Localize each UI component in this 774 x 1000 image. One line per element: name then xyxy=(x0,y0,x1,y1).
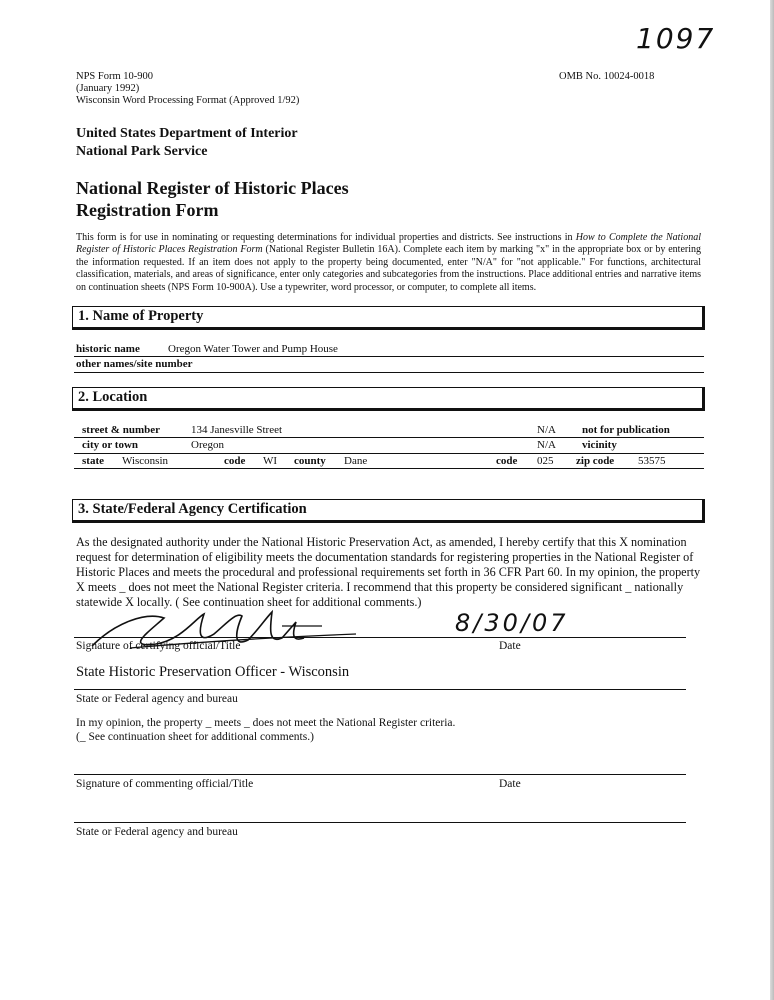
instructions-paragraph xyxy=(76,232,701,294)
scan-edge xyxy=(770,0,774,1000)
divider xyxy=(74,453,704,454)
na-vicinity: N/A xyxy=(537,439,556,451)
instructions-text-2: (National Register Bulletin 16A). Complete each item by marking "x" in the appropriate box or by entering the information requested. If an item does not apply to the property being documented, enter "N/A" for "not applicable." For functions, architectural classification, materials, and areas of significance, enter only categories and subcategories from the instructions. Place additional entries and narrative items on continuation sheets (NPS Form 10-900A). Use a typewriter, word processor, or computer, to complete all items. xyxy=(76,244,702,293)
form-header xyxy=(76,71,299,107)
not-for-publication-label: not for publication xyxy=(582,424,670,436)
agency-line xyxy=(74,689,686,690)
title-line-1: National Register of Historic Places xyxy=(76,178,349,198)
divider xyxy=(74,468,704,469)
agency2-line xyxy=(74,822,686,823)
historic-name-value: Oregon Water Tower and Pump House xyxy=(168,343,338,355)
other-names-label: other names/site number xyxy=(76,358,193,370)
state-label: state xyxy=(82,455,104,467)
omb-number: OMB No. 10024-0018 xyxy=(559,71,655,82)
agency2-bureau-label: State or Federal agency and bureau xyxy=(76,826,238,838)
state-code-label: code xyxy=(224,455,246,467)
signature-label: Signature of certifying official/Title xyxy=(76,640,241,652)
agency-bureau-label: State or Federal agency and bureau xyxy=(76,693,238,705)
commenting-signature-label: Signature of commenting official/Title xyxy=(76,778,254,790)
divider xyxy=(74,356,704,357)
instructions-text-1: This form is for use in nominating or requesting determinations for individual properties and districts. See instructions in xyxy=(76,232,576,243)
street-label: street & number xyxy=(82,424,160,436)
certification-text: As the designated authority under the National Historic Preservation Act, as amended, I hereby certify that this X nomination request for determination of eligibility meets the documentation standards for registering properties in the National Register of Historic Places and meets the procedural and professional requirements set forth in 36 CFR Part 60. In my opinion, the property X meets _ does not meet the National Register criteria. I recommend that this property be considered significant _ nationally statewide X locally. ( See continuation sheet for additional comments.) xyxy=(76,535,701,609)
date-label: Date xyxy=(499,640,521,652)
title-line-2: Registration Form xyxy=(76,200,219,220)
opinion-line-2: (_ See continuation sheet for additional comments.) xyxy=(76,731,314,744)
instructions-italic-title: How to Complete the National Register of Historic Places Registration Form xyxy=(76,232,701,256)
city-label: city or town xyxy=(82,439,139,451)
commenting-signature-line xyxy=(74,774,686,775)
agency-department: United States Department of Interior xyxy=(76,126,298,141)
agency-service: National Park Service xyxy=(76,144,208,159)
zip-code-label: zip code xyxy=(576,455,615,467)
county-value: Dane xyxy=(344,455,368,467)
commenting-date-label: Date xyxy=(499,778,521,790)
vicinity-label: vicinity xyxy=(582,439,617,451)
city-row xyxy=(76,439,704,453)
section-2-heading: 2. Location xyxy=(78,389,148,405)
handwritten-page-number: 1097 xyxy=(636,22,716,55)
na-publication: N/A xyxy=(537,424,556,436)
form-number: NPS Form 10-900 xyxy=(76,71,154,82)
section-3-header xyxy=(72,499,705,523)
zip-code-value: 53575 xyxy=(638,455,666,467)
county-code-value: 025 xyxy=(537,455,554,467)
section-1-heading: 1. Name of Property xyxy=(78,308,204,324)
state-code-value: WI xyxy=(263,455,278,467)
street-row xyxy=(76,424,704,438)
opinion-text xyxy=(76,716,455,744)
divider xyxy=(74,437,704,438)
handwritten-date: 8/30/07 xyxy=(455,609,569,637)
county-code-label: code xyxy=(496,455,518,467)
opinion-line-1: In my opinion, the property _ meets _ does not meet the National Register criteria. xyxy=(76,717,456,729)
city-value: Oregon xyxy=(191,439,224,451)
historic-name-label: historic name xyxy=(76,343,140,355)
section-1-header xyxy=(72,306,705,330)
state-row xyxy=(76,455,704,469)
page-title xyxy=(76,177,349,221)
divider xyxy=(74,372,704,373)
state-value: Wisconsin xyxy=(122,455,168,467)
form-format: Wisconsin Word Processing Format (Approved 1/92) xyxy=(76,95,300,106)
signature-line xyxy=(74,637,686,638)
section-2-header xyxy=(72,387,705,411)
agency-block xyxy=(76,125,298,161)
street-value: 134 Janesville Street xyxy=(191,424,283,436)
county-label: county xyxy=(294,455,326,467)
historic-name-row xyxy=(76,343,704,357)
form-date: (January 1992) xyxy=(76,83,140,94)
other-names-row xyxy=(76,358,704,372)
section-3-heading: 3. State/Federal Agency Certification xyxy=(78,501,307,517)
officer-title: State Historic Preservation Officer - Wisconsin xyxy=(76,664,350,680)
